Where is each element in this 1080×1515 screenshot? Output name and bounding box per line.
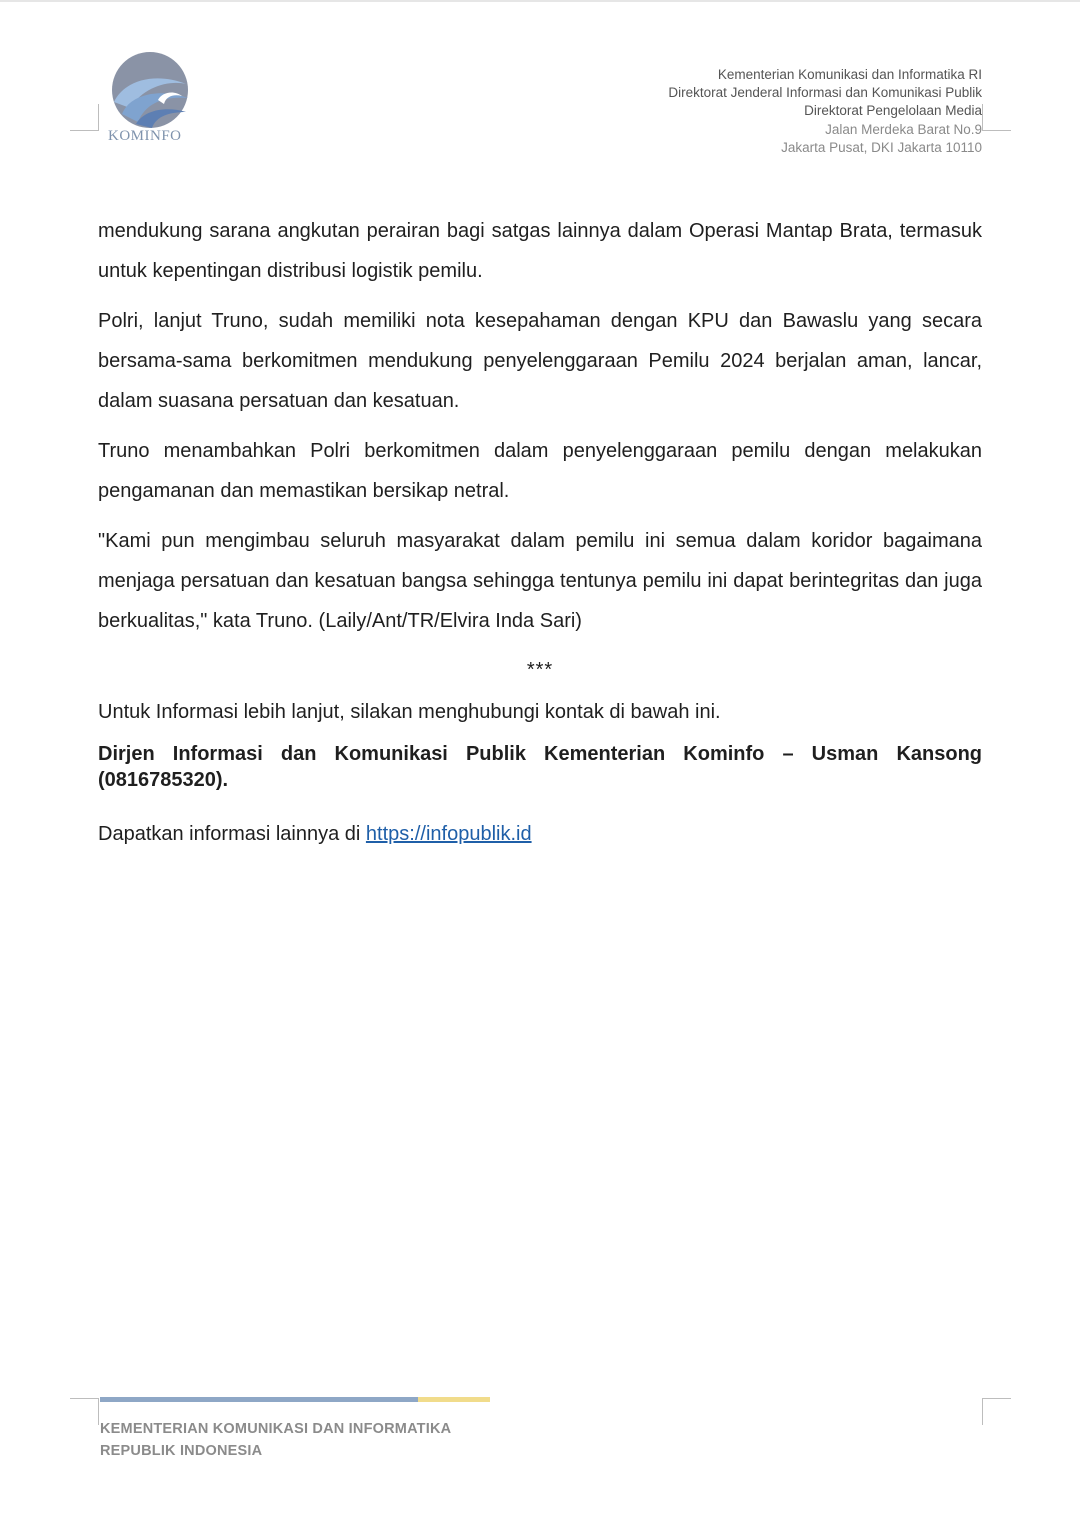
letterhead-directorate-general: Direktorat Jenderal Informasi dan Komunikasi Publik [668, 85, 982, 101]
letterhead-address [668, 66, 982, 157]
footer-bar-blue [100, 1397, 418, 1402]
info-text: Untuk Informasi lebih lanjut, silakan menghubungi kontak di bawah ini. [98, 701, 721, 723]
footer-color-bar [100, 1397, 490, 1402]
infopublik-link[interactable]: https://infopublik.id [365, 823, 532, 845]
kominfo-logo-icon [100, 50, 210, 130]
body-paragraph: "Kami pun mengimbau seluruh masyarakat dalam pemilu ini semua dalam koridor bagaimana menjaga persatuan dan kesatuan bangsa sehingga tentunya pemilu ini dapat berintegritas dan juga berkualitas," kata Truno. (Laily/Ant/TR/Elvira Inda Sari) [98, 530, 982, 632]
letterhead-street: Jalan Merdeka Barat No.9 [825, 121, 982, 137]
letterhead-directorate: Direktorat Pengelolaan Media [804, 103, 982, 119]
letterhead-city: Jakarta Pusat, DKI Jakarta 10110 [781, 139, 982, 155]
letterhead-ministry: Kementerian Komunikasi dan Informatika RI [717, 67, 982, 82]
page-top-edge [0, 0, 1080, 2]
body-paragraph: mendukung sarana angkutan perairan bagi satgas lainnya dalam Operasi Mantap Brata, termasuk untuk kepentingan distribusi logistik pemilu. [98, 220, 982, 282]
footer-bar-yellow [418, 1397, 490, 1402]
crop-mark-top-left [70, 104, 99, 131]
contact-person: Dirjen Informasi dan Komunikasi Publik Kementerian Kominfo – Usman Kansong (0816785320). [98, 743, 982, 791]
crop-mark-bottom-left [70, 1398, 99, 1425]
crop-mark-top-right [982, 104, 1011, 131]
kominfo-logo-text: KOMINFO [108, 128, 182, 144]
more-info-line [98, 819, 982, 849]
body-paragraph: Polri, lanjut Truno, sudah memiliki nota kesepahaman dengan KPU dan Bawaslu yang secara bersama-sama berkomitmen mendukung penyelenggaraan Pemilu 2024 berjalan aman, lancar, dalam suasana persatuan dan kesatuan. [98, 310, 982, 412]
crop-mark-bottom-right [982, 1398, 1011, 1425]
kominfo-logo [100, 50, 210, 150]
body-paragraph: Truno menambahkan Polri berkomitmen dalam penyelenggaraan pemilu dengan melakukan pengamanan dan memastikan bersikap netral. [98, 440, 982, 502]
footer-line-1: KEMENTERIAN KOMUNIKASI DAN INFORMATIKA [100, 1421, 452, 1437]
footer-line-2: REPUBLIK INDONESIA [100, 1443, 263, 1459]
footer-ministry-name [100, 1418, 451, 1462]
more-info-prefix: Dapatkan informasi lainnya di [98, 823, 366, 845]
document-body [98, 211, 982, 849]
section-separator: *** [526, 659, 554, 681]
